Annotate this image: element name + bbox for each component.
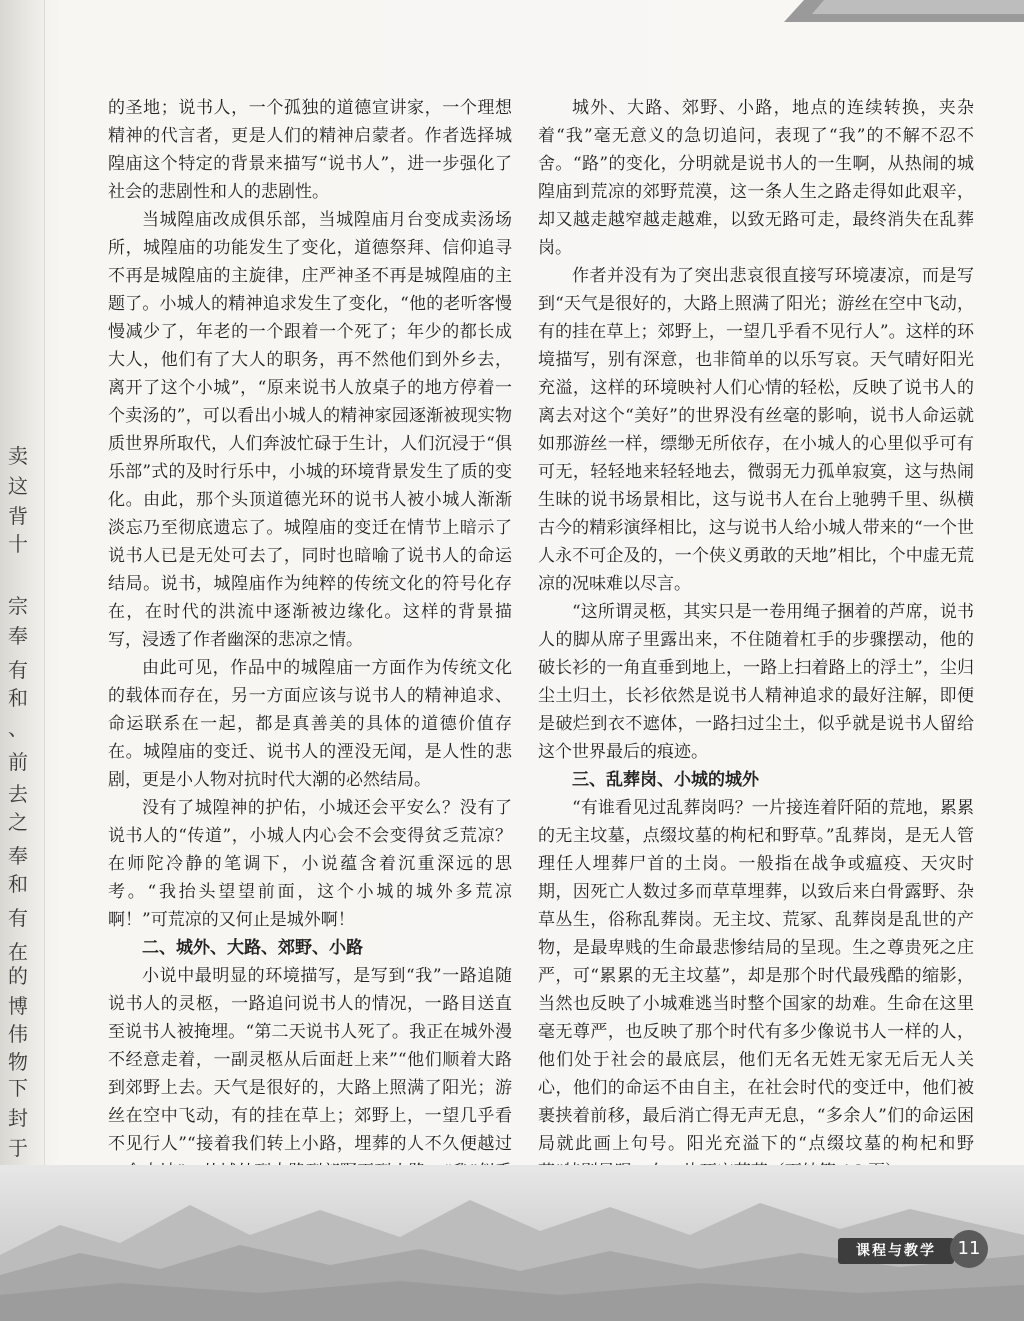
gutter-char: 的 [8, 964, 28, 988]
gutter-char: 之 [8, 810, 28, 834]
paragraph: “这所谓灵柩，其实只是一卷用绳子捆着的芦席，说书人的脚从席子里露出来，不住随着杠手的步骤摆动，他的破长衫的一角直垂到地上，一路上扫着路上的浮土”，尘归尘土归土，长衫依然是说书人精神追求的最好注解，即便是破烂到衣不遮体，一路扫过尘土，似乎就是说书人留给这个世界最后的痕迹。 [538, 602, 974, 762]
gutter-char: 卖 [8, 444, 28, 468]
section-heading: 二、城外、大路、郊野、小路 [142, 938, 363, 958]
gutter-char: 博 [8, 994, 28, 1018]
gutter-char: 有 [8, 906, 28, 930]
corner-decoration [784, 0, 1024, 22]
gutter-char: 去 [8, 782, 28, 806]
gutter-char: 、 [8, 716, 28, 740]
gutter-char: 这 [8, 474, 28, 498]
paragraph: “有谁看见过乱葬岗吗？一片接连着阡陌的荒地，累累的无主坟墓，点缀坟墓的枸杞和野草。”乱葬岗，是无人管理任人埋葬尸首的土岗。一般指在战争或瘟疫、天灾时期，因死亡人数过多而草草埋葬，以致后来白骨露野、杂草丛生，俗称乱葬岗。无主坟、荒冢、乱葬岗是乱世的产物，是最卑贱的生命最悲惨结局的呈现。生之尊贵死之庄严，可“累累的无主坟墓”，却是那个时代最残酷的缩影，当然也反映了小城难逃当时整个国家的劫难。生命在这里毫无尊严，也反映了那个时代有多少像说书人一样的人，他们处于社会的最底层，他们无名无姓无家无后无人关心，他们的命运不由自主，在社会时代的变迁中，他们被裹挟着前移，最后消亡得无声无息，“多余人”们的命运困局就此画上句号。阳光充溢下的“点缀坟墓的枸杞和野 [538, 798, 974, 1154]
gutter-char: 宗 [8, 594, 28, 618]
gutter-char: 前 [8, 750, 28, 774]
paragraph: 由此可见，作品中的城隍庙一方面作为传统文化的载体而存在，另一方面应该与说书人的精神追求、命运联系在一起，都是真善美的具体的道德价值存在。城隍庙的变迁、说书人的湮没无闻，是人性的悲剧，更是小人物对抗时代大潮的必然结局。 [108, 658, 512, 790]
gutter-char: 有 [8, 658, 28, 682]
gutter-edge [0, 0, 45, 1321]
gutter-char: 在 [8, 940, 28, 964]
gutter-char: 十 [8, 532, 28, 556]
gutter-char: 伟 [8, 1022, 28, 1046]
journal-name-badge: 课程与教学 [838, 1238, 954, 1264]
paragraph: 没有了城隍神的护佑，小城还会平安么？没有了说书人的“传道”，小城人内心会不会变得贫乏荒凉？在师陀冷静的笔调下，小说蕴含着沉重深远的思考。“我抬头望望前面，这个小城的城外多荒凉啊！”可荒凉的又何止是城外啊！ [108, 798, 512, 930]
gutter-char: 物 [8, 1050, 28, 1074]
paragraph: 作者并没有为了突出悲哀很直接写环境凄凉，而是写到“天气是很好的，大路上照满了阳光；游丝在空中飞动，有的挂在草上；郊野上，一望几乎看不见行人”。这样的环境描写，别有深意，也非简单的以乐写哀。天气晴好阳光充溢，这样的环境映衬人们心情的轻松，反映了说书人的离去对这个“美好”的世界没有丝毫的影响，说书人命运就如那游丝一样，缥缈无所依存，在小城人的心里似乎可有可无，轻轻地来轻轻地去，微弱无力孤单寂寞，这与热闹生昧的说书场景相比，这与说书人在台上驰骋千里、纵横古今的精彩演绎相比，这与说书人给小城人带来的“一个世人永不可企及的，一个侠义勇敢的天地”相比，个中虚无荒凉的况味难以尽言。 [538, 266, 974, 594]
gutter-char: 于 [8, 1136, 28, 1160]
gutter-char: 背 [8, 504, 28, 528]
paragraph: 小说中最明显的环境描写，是写到“我”一路追随说书人的灵柩，一路追问说书人的情况，一路目送直至说书人被掩埋。“第二天说书人死了。我正在城外漫不经意走着，一副灵柩从后面赶上来”“他们顺着大路到郊野上去。天气是很好的，大路上照满了阳光；游丝在空中飞动，有的挂在草上；郊野上，一望几乎看不见行人”“接着我们转上小路，埋葬的人不久便越过 [108, 966, 512, 1154]
left-column [108, 94, 512, 1242]
right-column [538, 94, 974, 1186]
gutter-char: 奉 [8, 624, 28, 648]
gutter-char: 奉 [8, 844, 28, 868]
paragraph: 城外、大路、郊野、小路，地点的连续转换，夹杂着“我”毫无意义的急切追问，表现了“我”的不解不忍不舍。“路”的变化，分明就是说书人的一生啊，从热闹的城隍庙到荒凉的郊野荒漠，这一条人生之路走得如此艰辛，却又越走越窄越走越难，以致无路可走，最终消失在乱葬岗。 [538, 98, 974, 258]
gutter-char: 和 [8, 872, 28, 896]
page-number: 11 [950, 1230, 988, 1268]
paragraph: 当城隍庙改成俱乐部，当城隍庙月台变成卖汤场所，城隍庙的功能发生了变化，道德祭拜、信仰追寻不再是城隍庙的主旋律，庄严神圣不再是城隍庙的主题了。小城人的精神追求发生了变化，“他的老听客慢慢减少了，年老的一个跟着一个死了；年少的都长成大人，他们有了大人的职务，再不然他们到外乡去，离开了这个小城”，“原来说书人放桌子的地方停着一个卖汤的”，可以看出小城人的精神家园逐渐被现实物质世界所取代，人们奔波忙碌于生计，人们沉浸于“俱乐部”式的及时行乐中，小城的环境背景发生了质的变化。由此，那个头顶道德光环的说书人被小城人渐渐淡忘乃至彻底遗忘了。城隍庙的变迁在情节上暗示了说书人已是无处可去了，同时也暗喻了说书人的命运结局。说书，城隍庙作为纯粹的传统文化的符号化存在，在时代的洪流中逐渐被边缘化。这样的背景描写，浸透了作者幽深的悲凉之情。 [108, 210, 512, 650]
gutter-char: 下 [8, 1076, 28, 1100]
gutter-char: 封 [8, 1106, 28, 1130]
section-heading: 三、乱葬岗、小城的城外 [572, 770, 759, 790]
gutter-char: 和 [8, 686, 28, 710]
paragraph: 的圣地；说书人，一个孤独的道德宣讲家，一个理想精神的代言者，更是人们的精神启蒙者。作者选择城隍庙这个特定的背景来描写“说书人”，进一步强化了社会的悲剧性和人的悲剧性。 [108, 98, 512, 202]
